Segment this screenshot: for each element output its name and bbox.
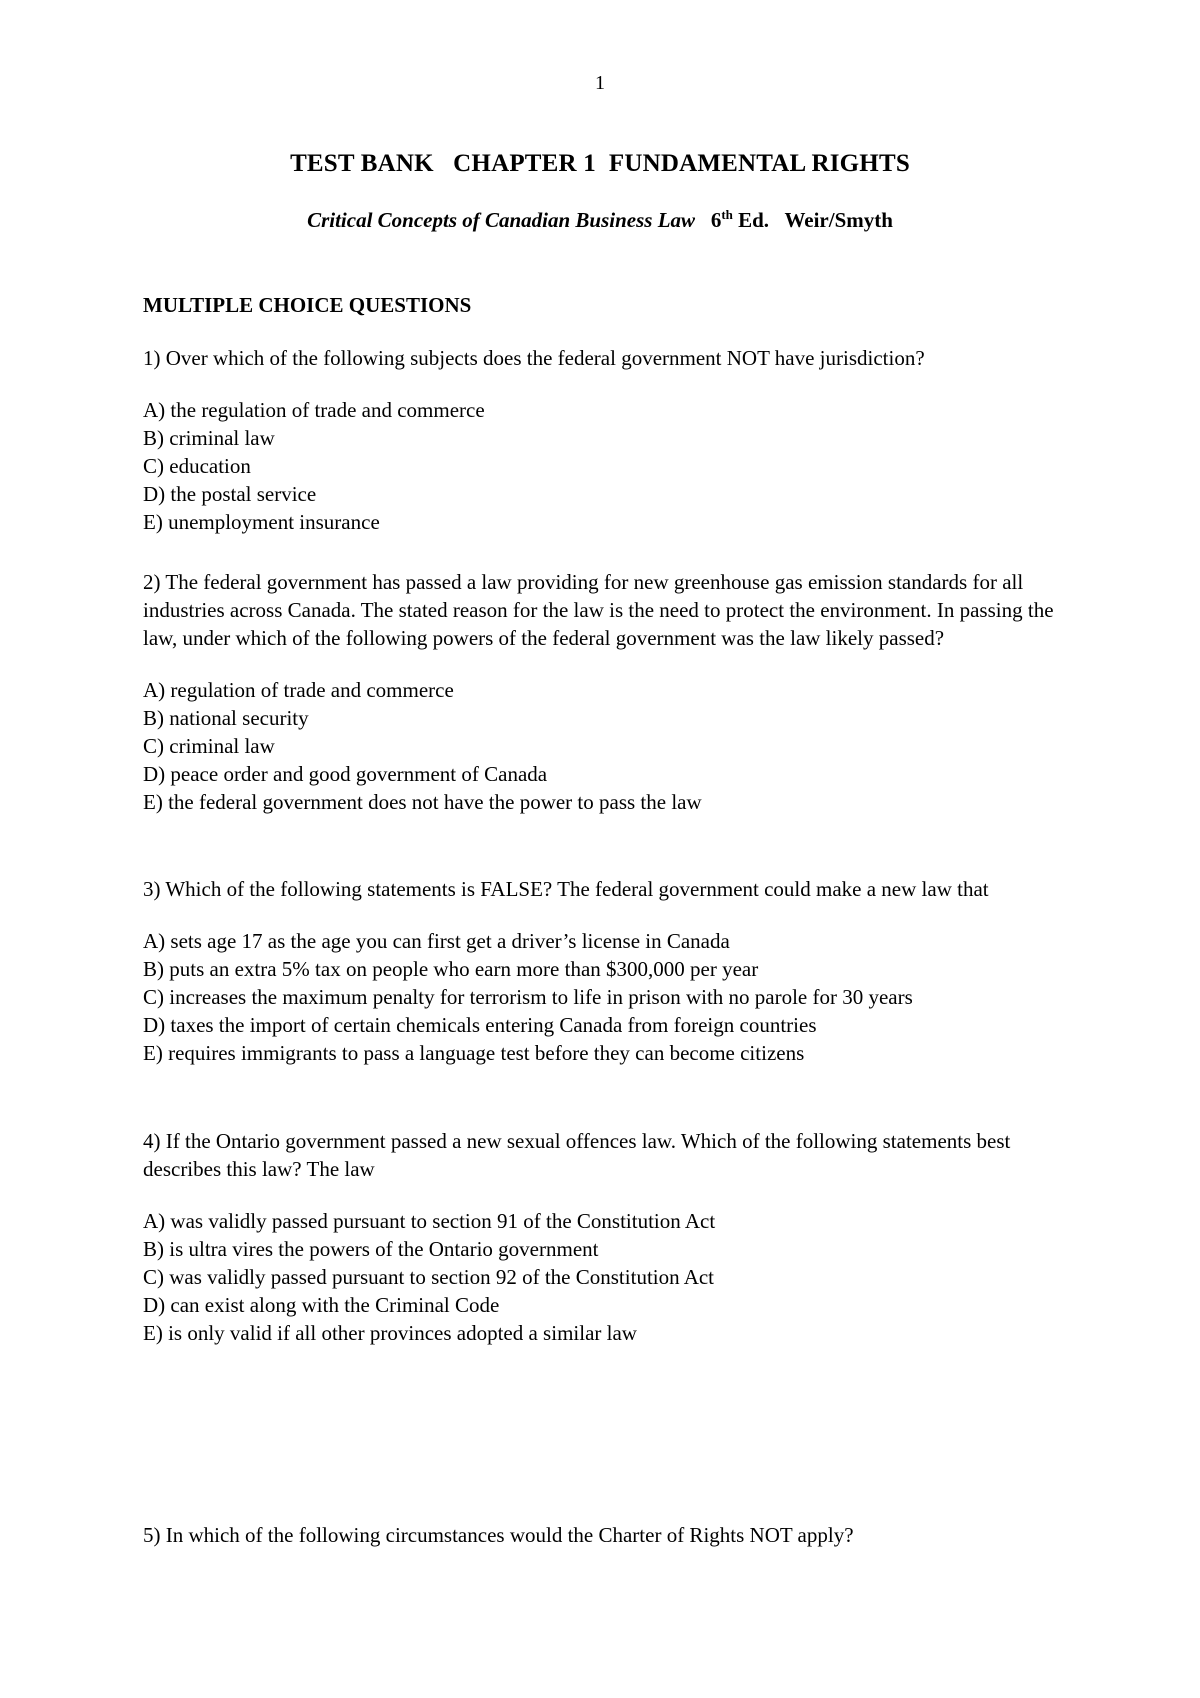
- page-number: 1: [595, 72, 605, 94]
- question-3: [143, 875, 1063, 1067]
- question-stem: 1) Over which of the following subjects does the federal government NOT have jurisdiction?: [143, 346, 925, 370]
- document-subtitle: [0, 207, 1200, 233]
- choice-a: A) the regulation of trade and commerce: [143, 398, 485, 422]
- choice-a: A) sets age 17 as the age you can first get a driver’s license in Canada: [143, 929, 730, 953]
- authors: Weir/Smyth: [784, 208, 893, 232]
- choice-e: E) requires immigrants to pass a language test before they can become citizens: [143, 1041, 805, 1065]
- choice-e: E) unemployment insurance: [143, 510, 380, 534]
- choice-a: A) was validly passed pursuant to section 91 of the Constitution Act: [143, 1209, 716, 1233]
- choice-e: E) the federal government does not have the power to pass the law: [143, 790, 702, 814]
- choice-b: B) criminal law: [143, 426, 275, 450]
- question-stem: 2) The federal government has passed a law providing for new greenhouse gas emission standards for all industries across Canada. The stated reason for the law is the need to protect the environment. In passing the law, under which of the following powers of the federal government was the law likely passed?: [143, 570, 1054, 650]
- section-heading: MULTIPLE CHOICE QUESTIONS: [143, 293, 472, 317]
- answer-choices: [143, 1207, 1063, 1347]
- choice-c: C) was validly passed pursuant to section 92 of the Constitution Act: [143, 1265, 715, 1289]
- question-1: [143, 344, 1063, 536]
- choice-c: C) education: [143, 454, 251, 478]
- question-stem: 5) In which of the following circumstances would the Charter of Rights NOT apply?: [143, 1523, 854, 1547]
- choice-b: B) national security: [143, 706, 309, 730]
- question-2: [143, 568, 1063, 816]
- choice-d: D) peace order and good government of Canada: [143, 762, 548, 786]
- choice-d: D) the postal service: [143, 482, 317, 506]
- answer-choices: [143, 676, 1063, 816]
- choice-b: B) is ultra vires the powers of the Ontario government: [143, 1237, 599, 1261]
- question-stem: 4) If the Ontario government passed a new sexual offences law. Which of the following statements best describes this law? The law: [143, 1129, 1011, 1181]
- choice-b: B) puts an extra 5% tax on people who earn more than $300,000 per year: [143, 957, 759, 981]
- edition-suffix: th: [721, 207, 733, 222]
- edition-number: 6: [710, 208, 722, 232]
- edition: [711, 208, 769, 232]
- book-title: Critical Concepts of Canadian Business Law: [307, 208, 696, 232]
- choice-e: E) is only valid if all other provinces adopted a similar law: [143, 1321, 637, 1345]
- choice-c: C) criminal law: [143, 734, 275, 758]
- edition-label: Ed.: [732, 208, 770, 232]
- answer-choices: [143, 396, 1063, 536]
- question-4: [143, 1127, 1063, 1347]
- choice-c: C) increases the maximum penalty for terrorism to life in prison with no parole for 30 years: [143, 985, 913, 1009]
- choice-a: A) regulation of trade and commerce: [143, 678, 454, 702]
- choice-d: D) can exist along with the Criminal Code: [143, 1293, 500, 1317]
- answer-choices: [143, 927, 1063, 1067]
- question-stem: 3) Which of the following statements is FALSE? The federal government could make a new law that: [143, 877, 989, 901]
- choice-d: D) taxes the import of certain chemicals entering Canada from foreign countries: [143, 1013, 817, 1037]
- question-5: [143, 1521, 1063, 1573]
- document-title: TEST BANK CHAPTER 1 FUNDAMENTAL RIGHTS: [290, 150, 910, 177]
